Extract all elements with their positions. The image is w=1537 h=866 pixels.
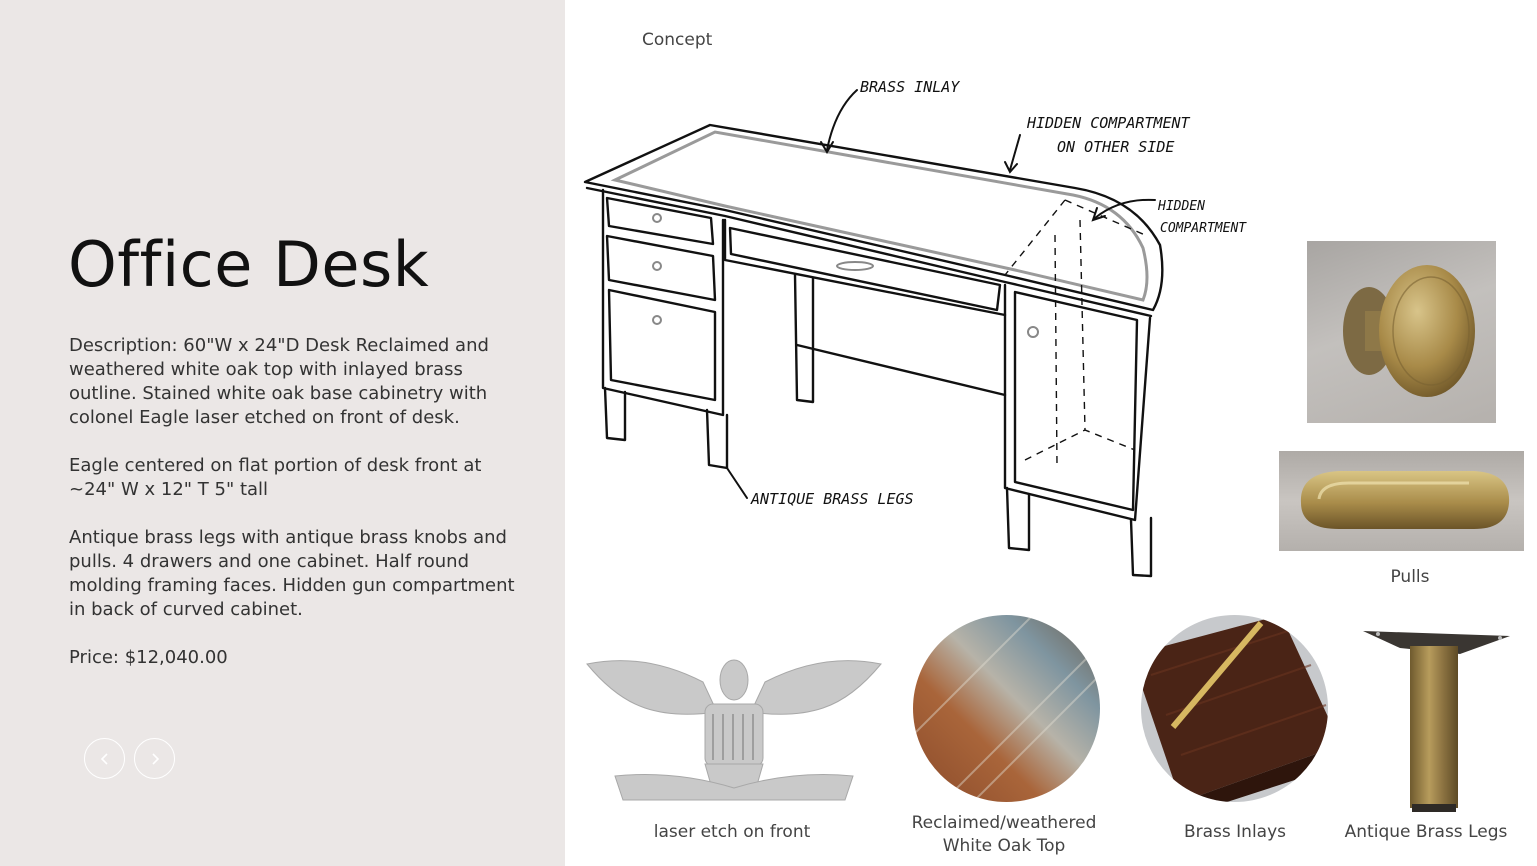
brass-inlay-sample xyxy=(1141,615,1328,802)
annotation-antique-brass-legs: ANTIQUE BRASS LEGS xyxy=(751,490,914,508)
eagle-etching-image xyxy=(585,652,883,804)
pulls-caption: Pulls xyxy=(1390,567,1430,587)
knob-icon xyxy=(1307,241,1496,423)
oak-caption xyxy=(903,812,1105,858)
inlay-texture xyxy=(1141,615,1328,802)
oak-caption-line1: Reclaimed/weathered xyxy=(911,813,1097,833)
chevron-right-icon xyxy=(148,752,162,766)
desk-concept-sketch xyxy=(575,70,1265,590)
annotation-hidden-compartment-2: COMPARTMENT xyxy=(1160,221,1247,236)
description-text: Description: 60"W x 24"D Desk Reclaimed and weathered white oak top with inlayed brass outline. Stained white oak base cabinetry with colonel Eagle laser etched on front of desk. xyxy=(69,335,489,428)
brass-knob-photo xyxy=(1307,241,1496,423)
white-oak-top-sample xyxy=(913,615,1100,802)
description-block xyxy=(69,334,529,694)
annotation-brass-inlay: BRASS INLAY xyxy=(860,78,960,96)
annotation-hidden-compartment-other-side-1: HIDDEN COMPARTMENT xyxy=(1027,114,1190,132)
page-title: Office Desk xyxy=(68,228,430,301)
legs-caption: Antique Brass Legs xyxy=(1344,822,1508,842)
oak-texture xyxy=(913,615,1100,802)
left-panel xyxy=(0,0,565,866)
oak-caption-line2: White Oak Top xyxy=(942,836,1066,856)
chevron-left-icon xyxy=(98,752,112,766)
eagle-placement-text: Eagle centered on flat portion of desk front at ~24" W x 12" T 5" tall xyxy=(69,455,482,500)
eagle-caption: laser etch on front xyxy=(653,822,811,842)
brass-pull-photo xyxy=(1279,451,1524,551)
materials-text: Antique brass legs with antique brass knobs and pulls. 4 drawers and one cabinet. Half round molding framing faces. Hidden gun compartment in back of curved cabinet. xyxy=(69,527,515,620)
annotation-hidden-compartment-1: HIDDEN xyxy=(1158,199,1205,214)
pull-icon xyxy=(1279,451,1524,551)
inlay-caption: Brass Inlays xyxy=(1183,822,1287,842)
annotation-hidden-compartment-other-side-2: ON OTHER SIDE xyxy=(1057,138,1175,156)
price-text: Price: $12,040.00 xyxy=(69,647,228,668)
next-button[interactable] xyxy=(134,738,175,779)
concept-label: Concept xyxy=(642,30,713,50)
previous-button[interactable] xyxy=(84,738,125,779)
antique-brass-leg-photo xyxy=(1360,626,1515,816)
